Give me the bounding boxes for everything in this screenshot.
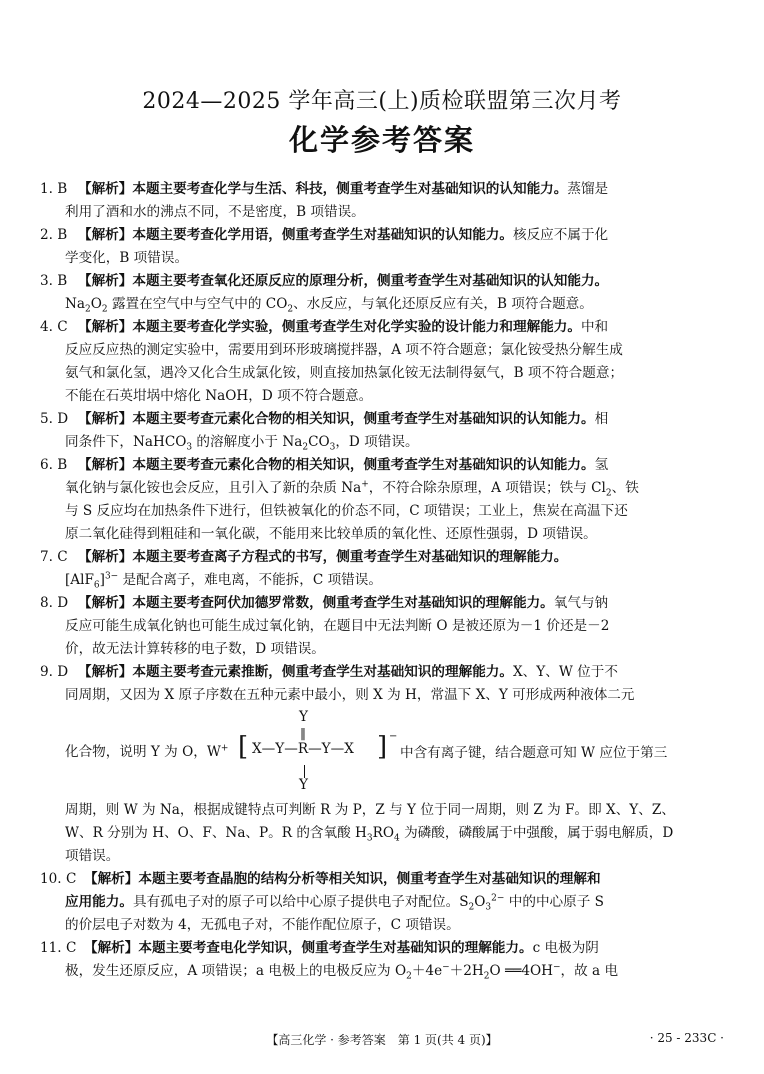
answer-text: 极，发生还原反应，A 项错误；a 电极上的电极反应为 O (65, 963, 407, 979)
answer-text: 露置在空气中与空气中的 CO (107, 296, 288, 312)
answer-number: 4. C (40, 319, 68, 335)
answer-text: 、水反应，与氧化还原反应有关，B 项符合题意。 (293, 296, 593, 312)
answer-10-line-2 (40, 891, 736, 914)
answer-number: 11. C (40, 940, 77, 956)
answer-text: 中含有离子键，结合题意可知 W 应位于第三 (400, 745, 668, 761)
formula-text: ] (99, 572, 105, 588)
answer-text: 氧气与钠 (553, 595, 609, 611)
answer-8-line-2: 反应可能生成氧化钠也可能生成过氧化钠，在题目中无法判断 O 是被还原为－1 价还是－2 (65, 618, 610, 634)
anion-structure (238, 707, 668, 799)
formula-text: O (90, 296, 102, 312)
answer-text: 同条件下，NaHCO (65, 434, 187, 450)
formula-text: Na (65, 296, 85, 312)
subscript: 2 (101, 304, 108, 315)
answer-number: 8. D (40, 595, 69, 611)
formula-text: RO (372, 825, 395, 841)
answer-4-line-2: 反应反应热的测定实验中，需要用到环形玻璃搅拌器，A 项不符合题意；氯化铵受热分解生成 (65, 342, 623, 358)
answer-4-line-3: 氨气和氯化氢，遇冷又化合生成氯化铵，则直接加热氯化铵无法制得氨气，B 项不符合题意； (65, 365, 624, 381)
answer-5-line-2 (40, 431, 736, 454)
answer-text: 具有孤电子对的原子可以给中心原子提供电子对配位。S (132, 894, 469, 910)
answer-text: 氧化钠与氯化铵也会反应，且引入了新的杂质 Na (65, 480, 362, 496)
structure-charge: − (389, 731, 398, 742)
subscript: 2 (287, 304, 294, 315)
answer-6-line-2 (40, 477, 736, 500)
superscript: − (442, 962, 450, 973)
structure-double-bond: ‖ (300, 726, 306, 740)
answer-tag: 【解析】本题主要考查元素化合物的相关知识，侧重考查学生对基础知识的认知能力。 (78, 411, 595, 427)
formula-text: O (474, 894, 486, 910)
answer-number: 5. D (40, 411, 69, 427)
answer-tag: 【解析】本题主要考查元素推断，侧重考查学生对基础知识的理解能力。 (78, 664, 513, 680)
answer-5-line-1 (40, 408, 736, 431)
subscript: 2 (302, 442, 309, 453)
answer-text: 蒸馏是 (567, 181, 609, 197)
answer-tag: 【解析】本题主要考查晶胞的结构分析等相关知识，侧重考查学生对基础知识的理解和 (84, 871, 601, 887)
answer-tag: 【解析】本题主要考查化学用语，侧重考查学生对基础知识的认知能力。 (78, 227, 513, 243)
answer-4-line-1 (40, 316, 736, 339)
answer-number: 6. B (40, 457, 68, 473)
answer-6-line-1 (40, 454, 736, 477)
answer-text: c 电极为阴 (532, 940, 599, 956)
answer-number: 10. C (40, 871, 77, 887)
superscript: − (553, 962, 561, 973)
page-title: 化学参考答案 (288, 123, 475, 157)
superscript: + (361, 479, 369, 490)
subscript: 2 (85, 304, 91, 315)
answer-number: 7. C (40, 549, 68, 565)
answer-9-line-5 (40, 822, 736, 845)
page-footer (0, 1031, 764, 1051)
answer-7-line-1 (40, 546, 736, 569)
answer-number: 1. B (40, 181, 68, 197)
subscript: 3 (186, 442, 193, 453)
superscript: 2− (491, 893, 505, 904)
answer-9-line-1 (40, 661, 736, 684)
subscript: 6 (93, 580, 100, 591)
answer-text: 核反应不属于化 (513, 227, 609, 243)
footer-code: · 25 - 233C · (649, 1031, 724, 1045)
answer-text: 为磷酸，磷酸属于中强酸，属于弱电解质，D (399, 825, 674, 841)
subscript: 2 (483, 971, 490, 982)
answer-6-line-4: 原二氧化硅得到粗硅和一氧化碳，不能用来比较单质的氧化性、还原性强弱，D 项错误。 (65, 526, 597, 542)
answer-9-formula-line (40, 707, 736, 799)
answer-text: 氢 (594, 457, 609, 473)
subscript: 2 (605, 488, 612, 499)
exam-title: 2024—2025 学年高三(上)质检联盟第三次月考 (142, 89, 622, 114)
answer-tag: 【解析】本题主要考查氧化还原反应的原理分析，侧重考查学生对基础知识的认知能力。 (78, 273, 609, 289)
answer-tag: 【解析】本题主要考查化学与生活、科技，侧重考查学生对基础知识的认知能力。 (78, 181, 568, 197)
answer-text: ，不符合除杂原理，A 项错误；铁与 Cl (368, 480, 606, 496)
answer-number: 3. B (40, 273, 68, 289)
answer-4-line-4: 不能在石英坩埚中熔化 NaOH，D 项不符合题意。 (65, 388, 373, 404)
answer-11-line-1 (40, 937, 736, 960)
answer-3-line-2 (40, 293, 736, 316)
structure-chain: X—Y—R—Y—X (252, 741, 354, 757)
answer-number: 2. B (40, 227, 68, 243)
superscript: + (220, 743, 229, 754)
answer-text: 中的中心原子 S (504, 894, 604, 910)
structure-left-bracket: [ (238, 732, 249, 762)
subscript: 3 (485, 902, 492, 913)
answer-3-line-1 (40, 270, 736, 293)
answer-6-line-3: 与 S 反应均在加热条件下进行，但铁被氧化的价态不同，C 项错误；工业上，焦炭在高温下还 (65, 503, 628, 519)
structure-right-bracket: ] (377, 732, 388, 762)
answer-tag: 【解析】本题主要考查电化学知识，侧重考查学生对基础知识的理解能力。 (84, 940, 533, 956)
answer-text: 的溶解度小于 Na (192, 434, 303, 450)
answer-text: W、R 分别为 H、O、F、Na、P。R 的含氧酸 H (65, 825, 367, 841)
answer-1-line-2: 利用了酒和水的沸点不同，不是密度，B 项错误。 (65, 204, 365, 220)
formula-text: CO (308, 434, 330, 450)
answer-text: 是配合离子，难电离，不能拆，C 项错误。 (118, 572, 382, 588)
answer-11-line-2 (40, 960, 736, 983)
structure-top-atom: Y (299, 709, 308, 725)
subscript: 2 (468, 902, 475, 913)
answer-10-line-1 (40, 868, 736, 891)
answer-tag: 【解析】本题主要考查离子方程式的书写，侧重考查学生对基础知识的理解能力。 (78, 549, 568, 565)
answer-tag: 【解析】本题主要考查阿伏加德罗常数，侧重考查学生对基础知识的理解能力。 (78, 595, 554, 611)
subscript: 3 (329, 442, 336, 453)
subscript: 4 (394, 833, 400, 844)
formula-text: O ══4OH (489, 963, 553, 979)
answer-tag: 应用能力。 (65, 894, 133, 910)
answer-text: 中和 (580, 319, 609, 335)
answer-tag: 【解析】本题主要考查化学实验，侧重考查学生对化学实验的设计能力和理解能力。 (78, 319, 581, 335)
answer-2-line-2: 学变化，B 项错误。 (65, 250, 189, 266)
formula-text: ＋4e (411, 963, 443, 979)
answer-2-line-1 (40, 224, 736, 247)
answer-text: 化合物，说明 Y 为 O，W (65, 744, 221, 760)
footer-page-info: 【高三化学 · 参考答案 第 1 页(共 4 页)】 (266, 1033, 498, 1047)
answer-list (40, 178, 736, 983)
structure-bottom-atom: Y (299, 777, 308, 793)
answer-text: 、铁 (611, 480, 639, 496)
answer-text: 相 (594, 411, 609, 427)
answer-1-line-1 (40, 178, 736, 201)
answer-text: X、Y、W 位于不 (513, 664, 618, 680)
subscript: 3 (366, 833, 373, 844)
answer-8-line-3: 价，故无法计算转移的电子数，D 项错误。 (65, 641, 325, 657)
answer-9-line-4: 周期，则 W 为 Na，根据成键特点可判断 R 为 P，Z 与 Y 位于同一周期，则 Z 为 F。即 X、Y、Z、 (65, 802, 675, 818)
answer-text: ，故 a 电 (560, 963, 619, 979)
answer-number: 9. D (40, 664, 69, 680)
answer-10-line-3: 的价层电子对数为 4，无孤电子对，不能作配位原子，C 项错误。 (65, 917, 460, 933)
formula-text: [AlF (65, 572, 94, 588)
answer-9-line-2: 同周期，又因为 X 原子序数在五种元素中最小，则 X 为 H，常温下 X、Y 可形成两种液体二元 (65, 687, 635, 703)
answer-9-line-6: 项错误。 (65, 848, 120, 864)
subscript: 2 (406, 971, 412, 982)
answer-8-line-1 (40, 592, 736, 615)
formula-row (65, 741, 228, 764)
superscript: 3− (104, 571, 119, 582)
formula-text: ＋2H (449, 963, 484, 979)
answer-7-line-2 (40, 569, 736, 592)
answer-tag: 【解析】本题主要考查元素化合物的相关知识，侧重考查学生对基础知识的认知能力。 (78, 457, 595, 473)
answer-text: ，D 项错误。 (335, 434, 419, 450)
